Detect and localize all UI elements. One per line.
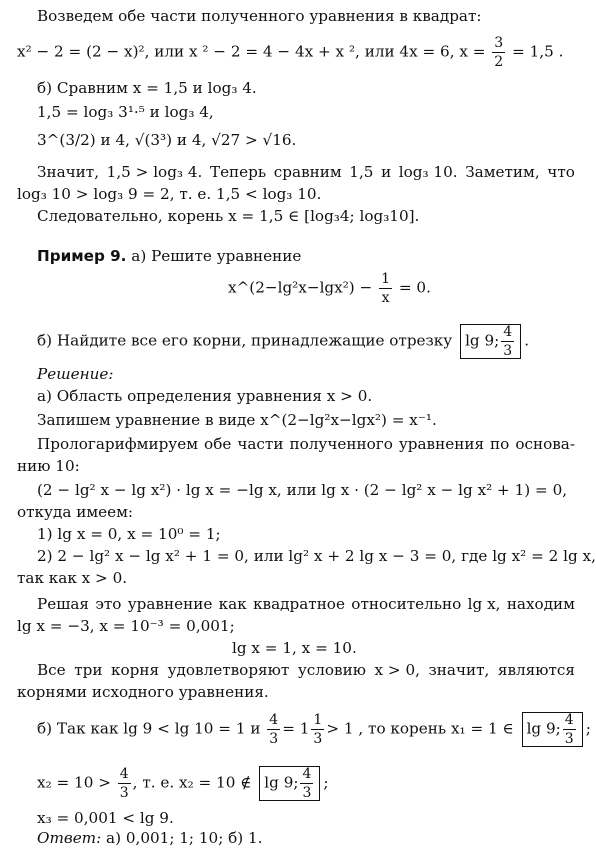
text-line: Решая это уравнение как квадратное относительно lg x, находим <box>37 595 575 613</box>
text-line: 1,5 = log₃ 3¹·⁵ и log₃ 4, <box>37 103 214 121</box>
text-line: а) Область определения уравнения x > 0. <box>37 387 373 405</box>
text-line: откуда имеем: <box>17 503 134 521</box>
text-line: lg x = −3, x = 10⁻³ = 0,001; <box>17 617 235 635</box>
text-line: б) Сравним x = 1,5 и log₃ 4. <box>37 79 257 97</box>
text-line: log₃ 10 > log₃ 9 = 2, т. е. 1,5 < log₃ 10. <box>17 185 322 203</box>
equation-line: 2) 2 − lg² x − lg x² + 1 = 0, или lg² x + 2 lg x − 3 = 0, где lg x² = 2 lg x, <box>37 547 596 565</box>
text-line: Возведем обе части полученного уравнения в квадрат: <box>37 7 482 25</box>
equation-line: lg x = 1, x = 10. <box>232 639 357 657</box>
text-line: Прологарифмируем обе части полученного уравнения по основа- <box>37 435 575 453</box>
answer-label: Ответ: <box>37 829 102 847</box>
equation-line: x² − 2 = (2 − x)², или x ² − 2 = 4 − 4x + x ², или 4x = 6, x = $\frac{3}{2}$ = 1,5 . <box>17 35 564 70</box>
text-line: нию 10: <box>17 457 80 475</box>
text-line: Следовательно, корень x = 1,5 ∈ [log₃4; log₃10]. <box>37 207 420 225</box>
text-line: Значит, 1,5 > log₃ 4. Теперь сравним 1,5 и log₃ 10. Заметим, что <box>37 163 575 181</box>
answer-line: Ответ: а) 0,001; 1; 10; б) 1. <box>37 829 263 847</box>
equation: x^(2−lg²x−lgx²) − $\frac{1}{x}$ = 0. <box>228 271 431 306</box>
example-label: Пример 9. <box>37 247 127 265</box>
text-line: так как x > 0. <box>17 569 128 587</box>
equation-line: 3^(3/2) и 4, √(3³) и 4, √27 > √16. <box>37 131 297 149</box>
text-line: x₃ = 0,001 < lg 9. <box>37 809 174 827</box>
text-line: б) Найдите все его корни, принадлежащие отрезку lg 9; $\frac{4}{3}$ . <box>37 324 530 359</box>
example-heading: Пример 9. а) Решите уравнение <box>37 247 302 265</box>
text-line: 1) lg x = 0, x = 10⁰ = 1; <box>37 525 221 543</box>
text-line: корнями исходного уравнения. <box>17 683 269 701</box>
equation-line: б) Так как lg 9 < lg 10 = 1 и $\frac{4}{3}$ = 1 $\frac{1}{3}$ > 1 , то корень x₁ = 1 ∈ lg 9; $\frac{4}{3}$ ; <box>37 712 591 747</box>
equation-line: x₂ = 10 > $\frac{4}{3}$ , т. е. x₂ = 10 ∉ lg 9; $\frac{4}{3}$ ; <box>37 766 329 801</box>
equation-line: (2 − lg² x − lg x²) · lg x = −lg x, или lg x · (2 − lg² x − lg x² + 1) = 0, <box>37 481 568 499</box>
text-line: Запишем уравнение в виде x^(2−lg²x−lgx²) = x⁻¹. <box>37 411 437 429</box>
solution-label: Решение: <box>37 365 114 383</box>
text-line: Все три корня удовлетворяют условию x > 0, значит, являются <box>37 661 575 679</box>
